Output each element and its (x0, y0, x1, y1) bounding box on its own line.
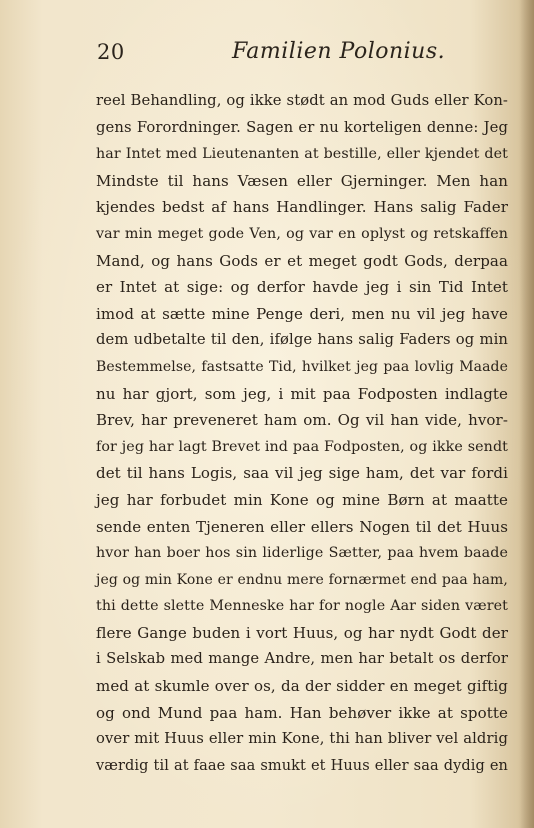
text-line: imod at sætte mine Penge deri, men nu vil jeg have (96, 304, 508, 323)
text-line: Brev, har preveneret ham om. Og vil han vide, hvor- (96, 411, 508, 430)
text-line: Bestemmelse, fastsatte Tid, hvilket jeg paa lovlig Maade (96, 358, 508, 375)
text-line: flere Gange buden i vort Huus, og har nydt Godt der (96, 623, 508, 642)
text-line: er Intet at sige: og derfor havde jeg i sin Tid Intet (96, 278, 508, 297)
page-edge-shadow (520, 0, 534, 828)
text-line: har Intet med Lieutenanten at bestille, eller kjendet det (96, 146, 508, 163)
text-line: i Selskab med mange Andre, men har betalt os derfor (96, 650, 508, 668)
text-line: reel Behandling, og ikke stødt an mod Guds eller Kon- (96, 92, 508, 109)
running-head (97, 40, 487, 72)
text-line: Mand, og hans Gods er et meget godt Gods, derpaa (96, 251, 508, 270)
text-line: Mindste til hans Væsen eller Gjerninger. Men han (96, 171, 508, 190)
text-line: jeg og min Kone er endnu mere fornærmet end paa ham, (96, 571, 508, 588)
text-line: det til hans Logis, saa vil jeg sige ham, det var fordi (96, 464, 508, 483)
text-line: var min meget gode Ven, og var en oplyst og retskaffen (96, 225, 508, 242)
text-line: nu har gjort, som jeg, i mit paa Fodposten indlagte (96, 384, 508, 403)
text-line: over mit Huus eller min Kone, thi han bliver vel aldrig (96, 730, 508, 748)
text-line: gens Forordninger. Sagen er nu korteligen denne: Jeg (96, 118, 508, 136)
text-line: sende enten Tjeneren eller ellers Nogen til det Huus (96, 517, 508, 536)
running-title: Familien Polonius. (232, 39, 446, 64)
text-line: værdig til at faae saa smukt et Huus eller saa dydig en (96, 757, 508, 774)
text-line: hvor han boer hos sin liderlige Sætter, paa hvem baade (96, 545, 508, 562)
page-number: 20 (97, 40, 125, 64)
text-line: kjendes bedst af hans Handlinger. Hans salig Fader (96, 198, 508, 217)
text-line: dem udbetalte til den, ifølge hans salig Faders og min (96, 331, 508, 349)
text-line: for jeg har lagt Brevet ind paa Fodposten, og ikke sendt (96, 438, 508, 455)
text-line: og ond Mund paa ham. Han behøver ikke at spotte (96, 703, 508, 722)
text-line: thi dette slette Menneske har for nogle Aar siden været (96, 598, 508, 615)
text-line: med at skumle over os, da der sidder en meget giftig (96, 677, 508, 696)
text-line: jeg har forbudet min Kone og mine Børn at maatte (96, 490, 508, 509)
body-text (96, 88, 508, 779)
